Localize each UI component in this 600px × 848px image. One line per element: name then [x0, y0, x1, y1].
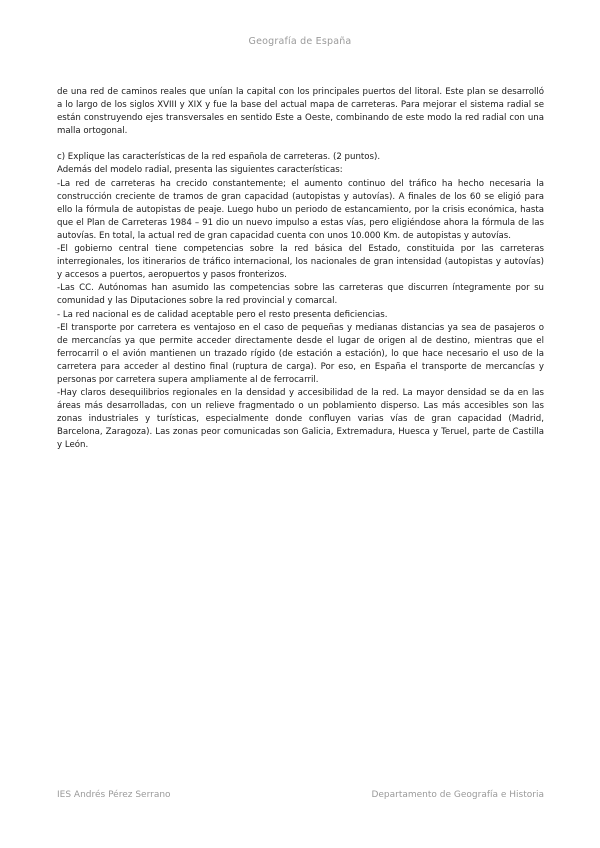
page-header: [0, 36, 600, 47]
lead-sentence: Además del modelo radial, presenta las siguientes características:: [57, 165, 343, 176]
point-central-government: -El gobierno central tiene competencias sobre la red básica del Estado, constituida por las carreteras interregionales, los itinerarios de tráfico internacional, los nacionales de gran intensidad (autopistas y autovías) y accesos a puertos, aeropuertos y pasos fronterizos.: [57, 244, 544, 281]
point-regional-imbalances: -Hay claros desequilibrios regionales en la densidad y accesibilidad de la red. La mayor densidad se da en las áreas más desarrolladas, con un relieve fragmentado o un poblamiento disperso. Las más accesibles son las zonas industriales y turísticas, especialmente donde confluyen varias vías de gran capacidad (Madrid, Barcelona, Zaragoza). Las zonas peor comunicadas son Galicia, Extremadura, Huesca y Teruel, parte de Castilla y León.: [57, 388, 544, 451]
point-transport-advantage: -El transporte por carretera es ventajoso en el caso de pequeñas y medianas distancias ya sea de pasajeros o de mercancías ya que permite acceder directamente desde el lugar de origen al de destino, mientras que el ferrocarril o el avión mantienen un trazado rígido (de estación a estación), lo que hace necesario el uso de la carretera para acceder al destino final (ruptura de carga). Por eso, en España el transporte de mercancías y personas por carretera supera ampliamente al de ferrocarril.: [57, 322, 544, 385]
point-growth: -La red de carreteras ha crecido constantemente; el aumento continuo del tráfico ha hecho necesaria la construcción creciente de tramos de gran capacidad (autopistas y autovías). A finales de los 60 se eligió para ello la fórmula de autopistas de peaje. Luego hubo un periodo de estancamiento, por la crisis económica, hasta que el Plan de Carreteras 1984 – 91 dio un nuevo impulso a estas vías, pero eligiéndose ahora la fórmula de las autovías. En total, la actual red de gran capacidad cuenta con unos 10.000 Km. de autopistas y autovías.: [57, 178, 544, 241]
header-title: Geografía de España: [248, 36, 352, 47]
footer-department: Departamento de Geografía e Historia: [371, 790, 544, 800]
question-heading: c) Explique las características de la red española de carreteras. (2 puntos).: [57, 152, 381, 163]
footer-school: IES Andrés Pérez Serrano: [57, 790, 171, 800]
paragraph-gap: [57, 138, 544, 151]
point-quality: - La red nacional es de calidad aceptable pero el resto presenta deficiencias.: [57, 309, 388, 320]
page-body: [57, 86, 544, 453]
page-footer: [57, 790, 544, 800]
intro-paragraph: de una red de caminos reales que unían la capital con los principales puertos del litoral. Este plan se desarrolló a lo largo de los siglos XVIII y XIX y fue la base del actual mapa de carreteras. Para mejorar el sistema radial se están construyendo ejes transversales en sentido Este a Oeste, combinando de este modo la red radial con una malla ortogonal.: [57, 87, 544, 137]
point-autonomous-communities: -Las CC. Autónomas han asumido las competencias sobre las carreteras que discurren íntegramente por su comunidad y las Diputaciones sobre la red provincial y comarcal.: [57, 283, 544, 307]
